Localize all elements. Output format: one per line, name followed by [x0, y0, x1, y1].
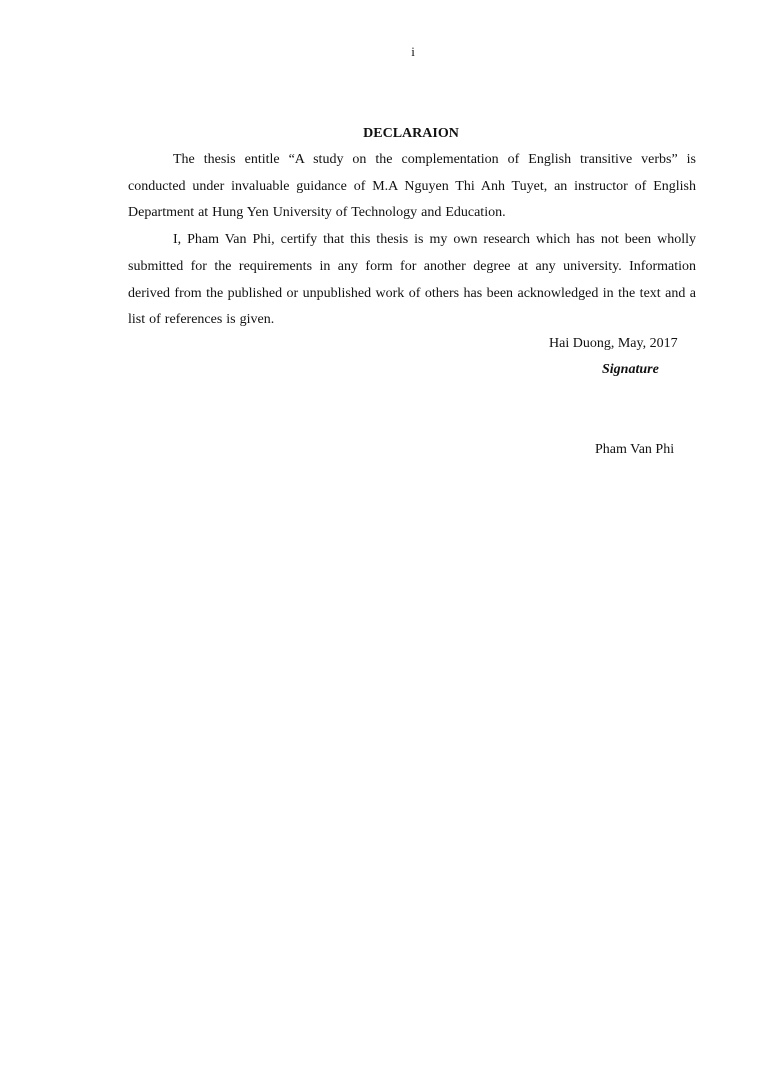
signatory-name: Pham Van Phi	[595, 442, 675, 457]
paragraph-certification: I, Pham Van Phi, certify that this thesis is my own research which has not been wholly submitted for the requirements in any form for another degree at any university. Information derived from the published or unpublished work of others has been acknowledged in the text and a list of references is given.	[128, 232, 696, 328]
place-date: Hai Duong, May, 2017	[549, 336, 678, 351]
paragraph-thesis-description: The thesis entitle “A study on the complementation of English transitive verbs” is conducted under invaluable guidance of M.A Nguyen Thi Anh Tuyet, an instructor of English Department at Hung Yen University of Technology and Education.	[128, 152, 696, 221]
page-number: i	[411, 44, 415, 59]
declaration-body	[128, 147, 696, 334]
signature-label: Signature	[602, 362, 659, 377]
declaration-title: DECLARAION	[363, 126, 459, 141]
